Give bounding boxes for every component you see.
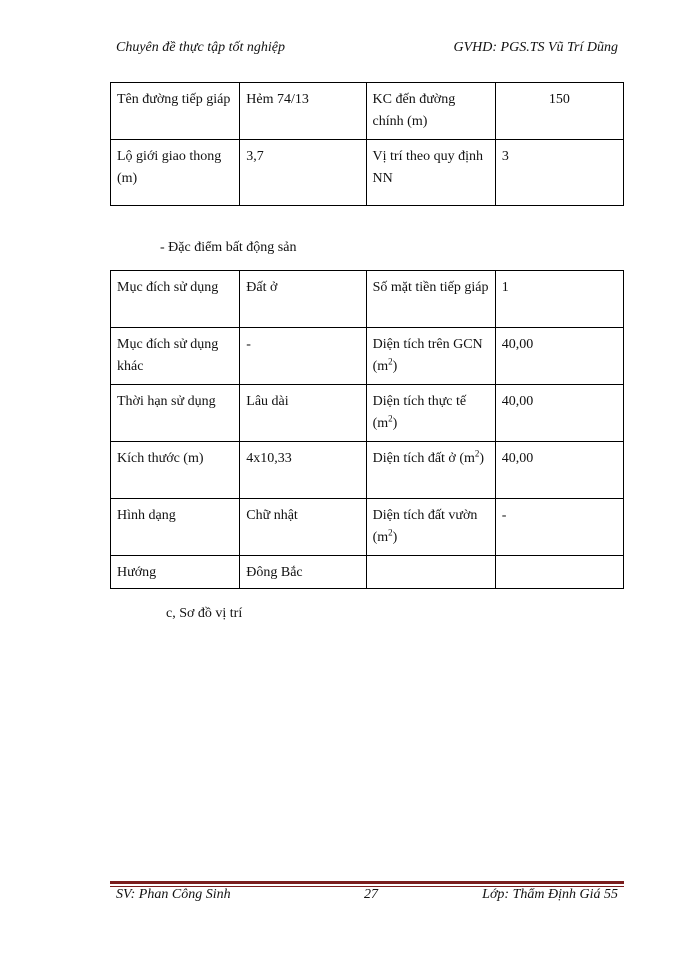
table-cell: 4x10,33 (240, 442, 366, 499)
table-cell: 150 (495, 83, 623, 140)
table-cell: Hẻm 74/13 (240, 83, 366, 140)
table-cell: 40,00 (495, 385, 623, 442)
table-cell: Lâu dài (240, 385, 366, 442)
cell-text: ) (479, 451, 485, 466)
table-cell: Số mặt tiền tiếp giáp (366, 271, 495, 328)
table-cell: - (495, 499, 623, 556)
table-row (111, 271, 624, 328)
section-title: - Đặc điểm bất động sản (160, 240, 297, 255)
cell-text: Diện tích trên GCN (m (372, 337, 483, 374)
table-row (111, 328, 624, 385)
cell-text: Diện tích đất vườn (m (372, 508, 478, 545)
table-row (111, 83, 624, 140)
table-cell: Kích thước (m) (111, 442, 240, 499)
table-cell: Đông Bắc (240, 556, 366, 589)
table-cell: 1 (495, 271, 623, 328)
table-cell: Đất ở (240, 271, 366, 328)
road-info-table (110, 82, 624, 206)
table-cell: 3,7 (240, 140, 366, 206)
superscript: 2 (474, 448, 480, 459)
table-cell (366, 499, 495, 556)
table-cell: Chữ nhật (240, 499, 366, 556)
cell-text: ) (392, 530, 398, 545)
footer-divider (110, 881, 624, 884)
page-number: 27 (364, 887, 378, 902)
table-cell: 3 (495, 140, 623, 206)
table-cell: Lộ giới giao thong (m) (111, 140, 240, 206)
table-cell (366, 328, 495, 385)
table-cell: - (240, 328, 366, 385)
cell-text: Diện tích đất ở (m (372, 451, 475, 466)
table-cell: Thời hạn sử dụng (111, 385, 240, 442)
table-cell: KC đến đường chính (m) (366, 83, 495, 140)
table-cell (366, 556, 495, 589)
table-cell (366, 442, 495, 499)
cell-text: ) (392, 416, 398, 431)
table-cell: Tên đường tiếp giáp (111, 83, 240, 140)
property-features-table (110, 270, 624, 589)
superscript: 2 (388, 356, 393, 367)
footer-right: Lớp: Thẩm Định Giá 55 (482, 887, 618, 902)
page-header (116, 40, 618, 62)
footer-left: SV: Phan Công Sinh (116, 887, 231, 902)
table-cell: Mục đích sử dụng (111, 271, 240, 328)
table-cell: Mục đích sử dụng khác (111, 328, 240, 385)
table-cell: Hình dạng (111, 499, 240, 556)
superscript: 2 (388, 413, 393, 424)
table-cell: 40,00 (495, 442, 623, 499)
superscript: 2 (388, 527, 393, 538)
page-footer (116, 887, 618, 909)
subsection-title: c, Sơ đồ vị trí (166, 606, 243, 621)
table-cell (366, 385, 495, 442)
table-cell (495, 556, 623, 589)
header-left: Chuyên đề thực tập tốt nghiệp (116, 40, 285, 55)
table-row (111, 140, 624, 206)
table-cell: Vị trí theo quy định NN (366, 140, 495, 206)
cell-text: ) (392, 359, 398, 374)
table-row (111, 556, 624, 589)
table-row (111, 442, 624, 499)
table-row (111, 499, 624, 556)
header-right: GVHD: PGS.TS Vũ Trí Dũng (453, 40, 618, 55)
table-cell: 40,00 (495, 328, 623, 385)
table-cell: Hướng (111, 556, 240, 589)
cell-text: Diện tích thực tế (m (372, 394, 467, 431)
table-row (111, 385, 624, 442)
